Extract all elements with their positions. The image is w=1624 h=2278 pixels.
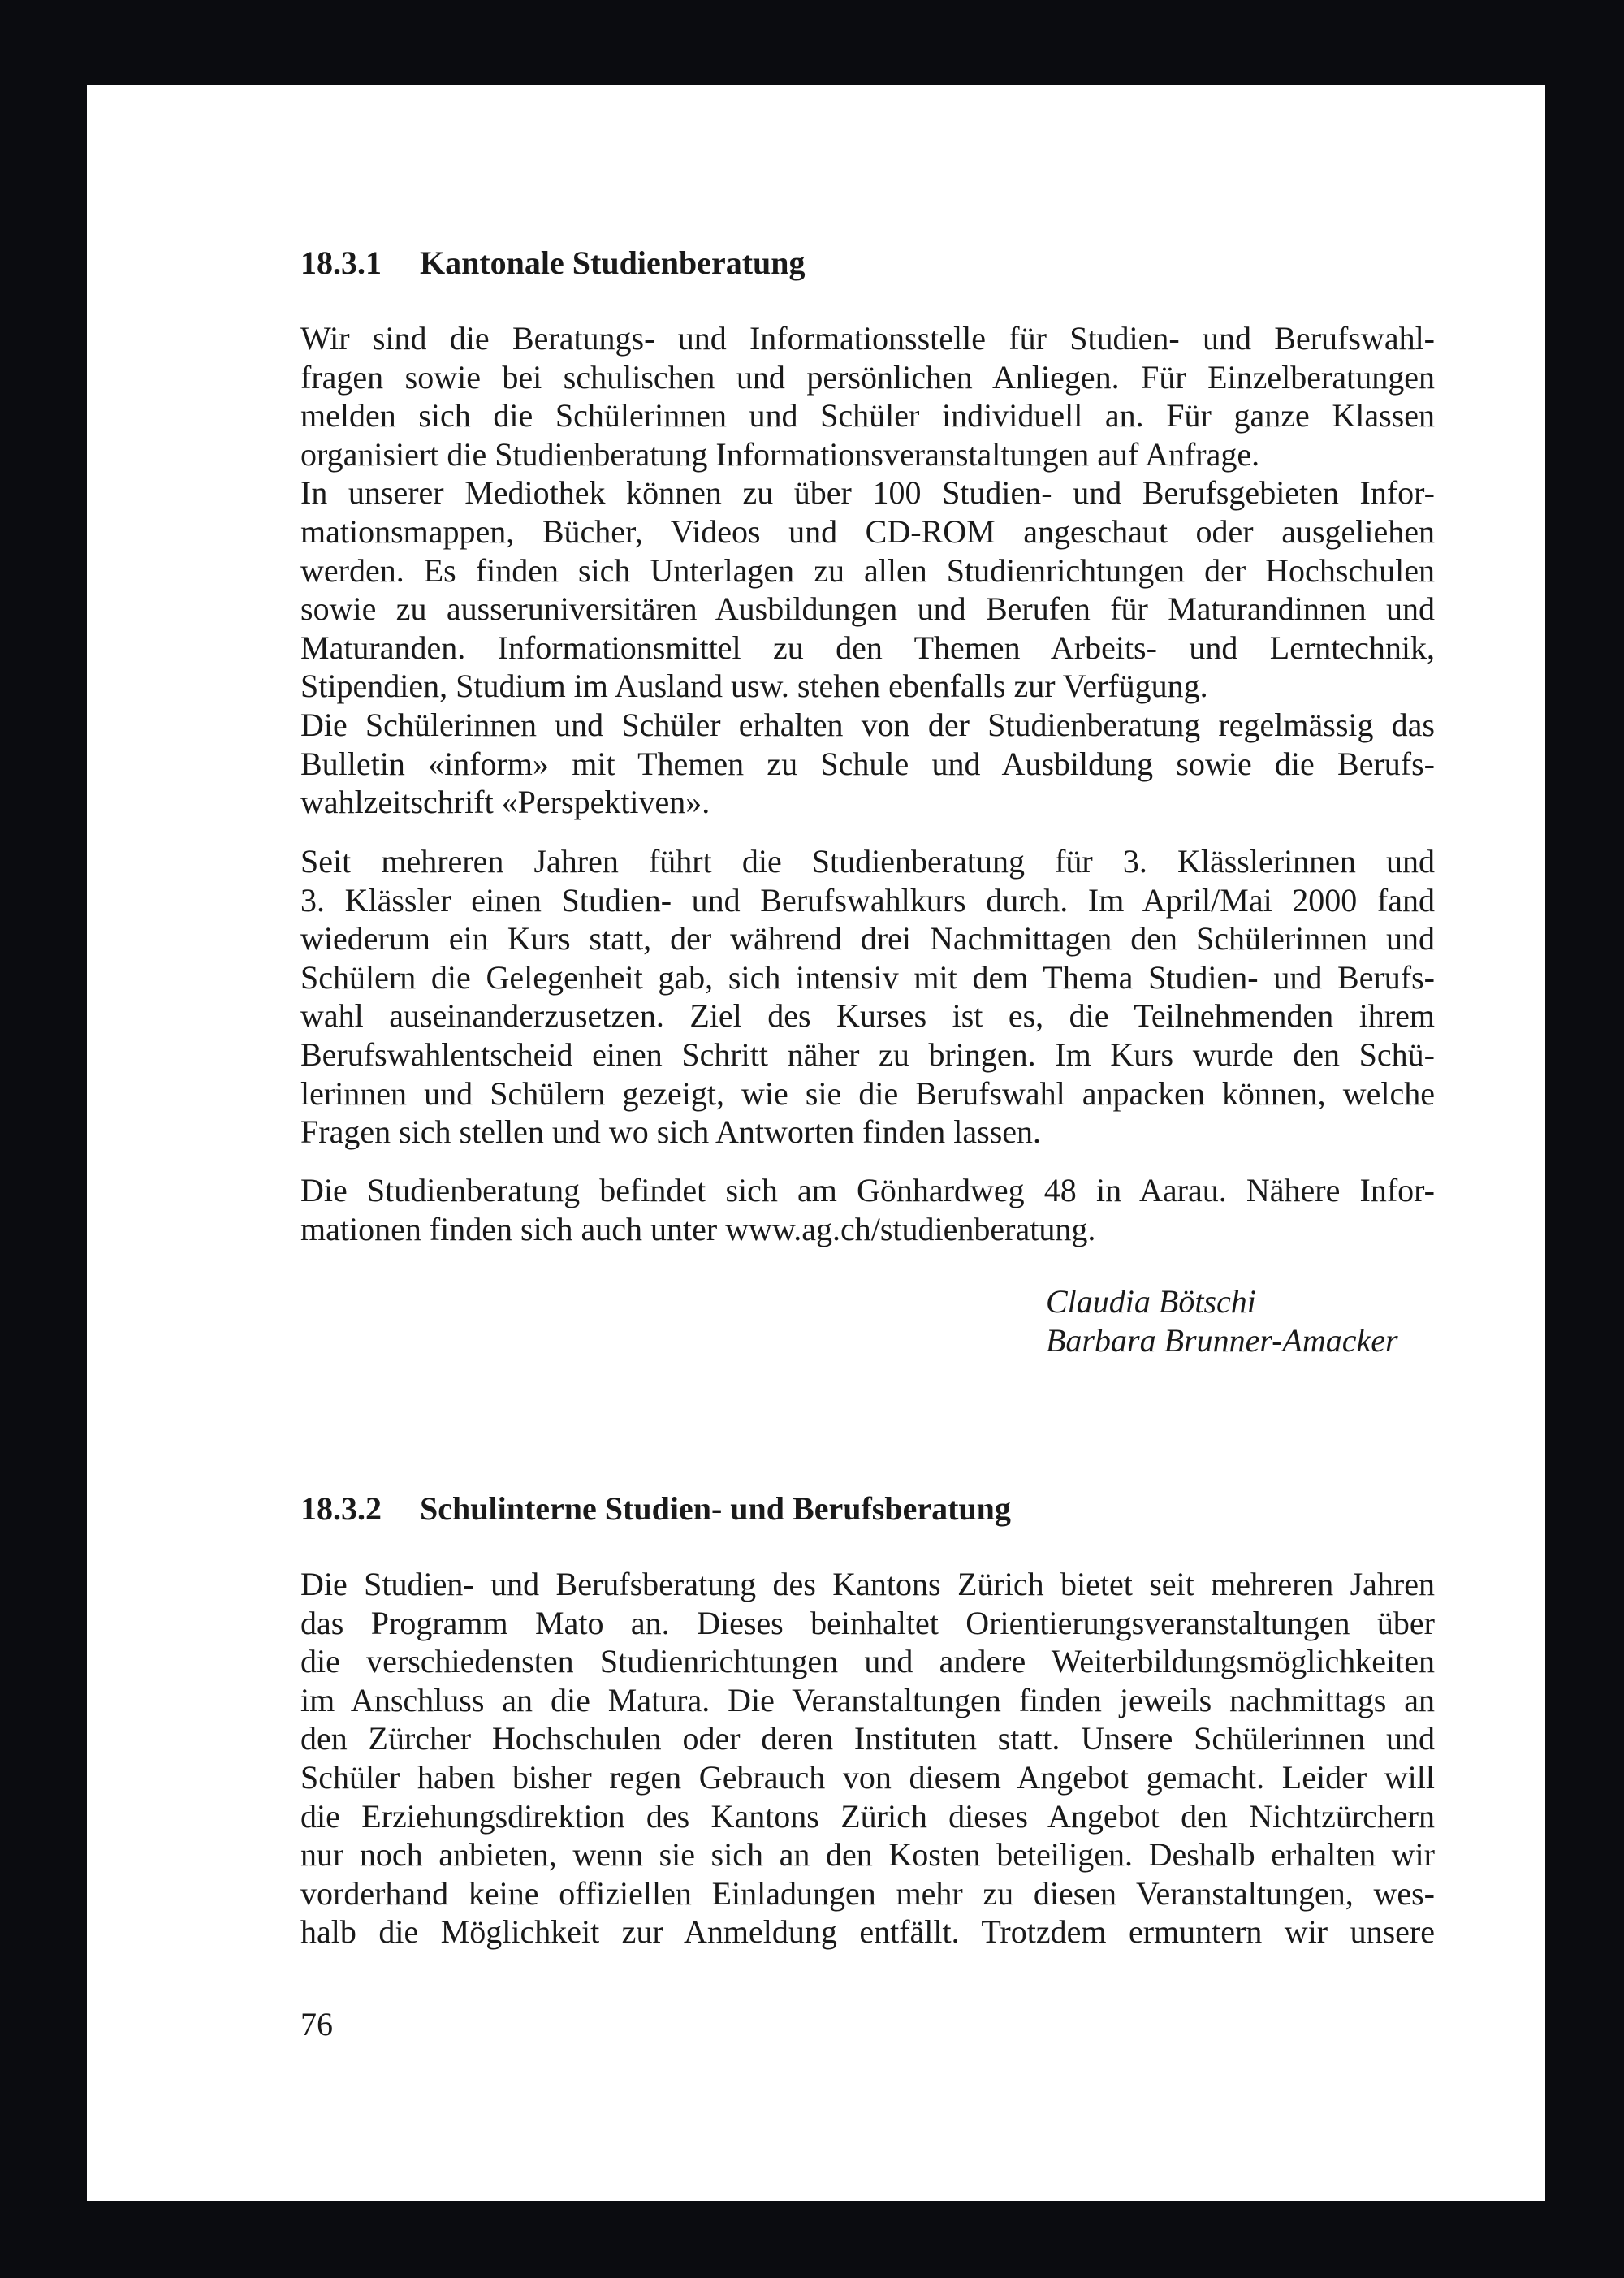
text-line: wiederum ein Kurs statt, der während drei Nachmittagen den Schülerinnen und bbox=[300, 920, 1435, 957]
text-line: Bulletin «inform» mit Themen zu Schule und Ausbildung sowie die Berufs- bbox=[300, 745, 1435, 782]
text-line: wahl auseinanderzusetzen. Ziel des Kurses ist es, die Teilnehmenden ihrem bbox=[300, 997, 1435, 1035]
section-title: Schulinterne Studien- und Berufsberatung bbox=[420, 1490, 1011, 1527]
text-line: Maturanden. Informationsmittel zu den Themen Arbeits- und Lerntechnik, bbox=[300, 629, 1435, 666]
text-line: wahlzeitschrift «Perspektiven». bbox=[300, 784, 710, 821]
signature-author-2: Barbara Brunner-Amacker bbox=[1046, 1322, 1398, 1359]
text-line: vorderhand keine offiziellen Einladungen mehr zu diesen Veranstaltungen, wes- bbox=[300, 1874, 1435, 1912]
text-line: Fragen sich stellen und wo sich Antworten finden lassen. bbox=[300, 1113, 1042, 1151]
paragraph bbox=[300, 842, 1435, 1152]
text-line: nur noch anbieten, wenn sie sich an den Kosten beteiligen. Deshalb erhalten wir bbox=[300, 1836, 1435, 1874]
text-line: mationen finden sich auch unter www.ag.ch/studienberatung. bbox=[300, 1210, 1096, 1247]
text-line: lerinnen und Schülern gezeigt, wie sie die Berufswahl anpacken können, welche bbox=[300, 1074, 1435, 1112]
text-line: In unserer Mediothek können zu über 100 Studien- und Berufsgebieten Infor- bbox=[300, 474, 1435, 512]
text-line: mationsmappen, Bücher, Videos und CD-ROM angeschaut oder ausgeliehen bbox=[300, 512, 1435, 550]
section-number: 18.3.2 bbox=[300, 1490, 382, 1527]
text-line: das Programm Mato an. Dieses beinhaltet Orientierungsveranstaltungen über bbox=[300, 1604, 1435, 1641]
text-line: werden. Es finden sich Unterlagen zu allen Studienrichtungen der Hochschulen bbox=[300, 551, 1435, 589]
section-heading-18-3-1 bbox=[300, 244, 806, 283]
text-line: halb die Möglichkeit zur Anmeldung entfällt. Trotzdem ermuntern wir unsere bbox=[300, 1913, 1435, 1951]
signature-author-1: Claudia Bötschi bbox=[1046, 1283, 1256, 1320]
text-line: fragen sowie bei schulischen und persönlichen Anliegen. Für Einzelberatungen bbox=[300, 358, 1435, 396]
text-line: Stipendien, Studium im Ausland usw. stehen ebenfalls zur Verfügung. bbox=[300, 668, 1208, 705]
page-number: 76 bbox=[300, 2006, 333, 2042]
text-line: Die Studienberatung befindet sich am Gönhardweg 48 in Aarau. Nähere Infor- bbox=[300, 1172, 1435, 1208]
text-line: Seit mehreren Jahren führt die Studienberatung für 3. Klässlerinnen und bbox=[300, 843, 1435, 880]
section-number: 18.3.1 bbox=[300, 244, 382, 281]
text-line: die Erziehungsdirektion des Kantons Zürich dieses Angebot den Nichtzürchern bbox=[300, 1797, 1435, 1835]
text-line: organisiert die Studienberatung Informationsveranstaltungen auf Anfrage. bbox=[300, 435, 1260, 473]
text-line: melden sich die Schülerinnen und Schüler individuell an. Für ganze Klassen bbox=[300, 397, 1435, 434]
text-line: Die Schülerinnen und Schüler erhalten von der Studienberatung regelmässig das bbox=[300, 706, 1435, 743]
text-line: im Anschluss an die Matura. Die Veranstaltungen finden jeweils nachmittags an bbox=[300, 1681, 1435, 1718]
paragraph bbox=[300, 1171, 1435, 1248]
text-line: den Zürcher Hochschulen oder deren Instituten statt. Unsere Schülerinnen und bbox=[300, 1720, 1435, 1757]
paragraph bbox=[300, 1565, 1435, 1952]
text-line: Schülern die Gelegenheit gab, sich intensiv mit dem Thema Studien- und Berufs- bbox=[300, 958, 1435, 996]
text-line: 3. Klässler einen Studien- und Berufswahlkurs durch. Im April/Mai 2000 fand bbox=[300, 881, 1435, 919]
text-line: Wir sind die Beratungs- und Informationsstelle für Studien- und Berufswahl- bbox=[300, 320, 1435, 357]
text-line: Schüler haben bisher regen Gebrauch von diesem Angebot gemacht. Leider will bbox=[300, 1758, 1435, 1796]
text-line: Berufswahlentscheid einen Schritt näher zu bringen. Im Kurs wurde den Schü- bbox=[300, 1035, 1435, 1073]
text-line: sowie zu ausseruniversitären Ausbildungen und Berufen für Maturandinnen und bbox=[300, 590, 1435, 628]
text-line: die verschiedensten Studienrichtungen und andere Weiterbildungsmöglichkeiten bbox=[300, 1643, 1435, 1680]
paragraph bbox=[300, 319, 1435, 822]
section-title: Kantonale Studienberatung bbox=[420, 244, 806, 281]
text-line: Die Studien- und Berufsberatung des Kantons Zürich bietet seit mehreren Jahren bbox=[300, 1566, 1435, 1602]
section-heading-18-3-2 bbox=[300, 1489, 1011, 1528]
